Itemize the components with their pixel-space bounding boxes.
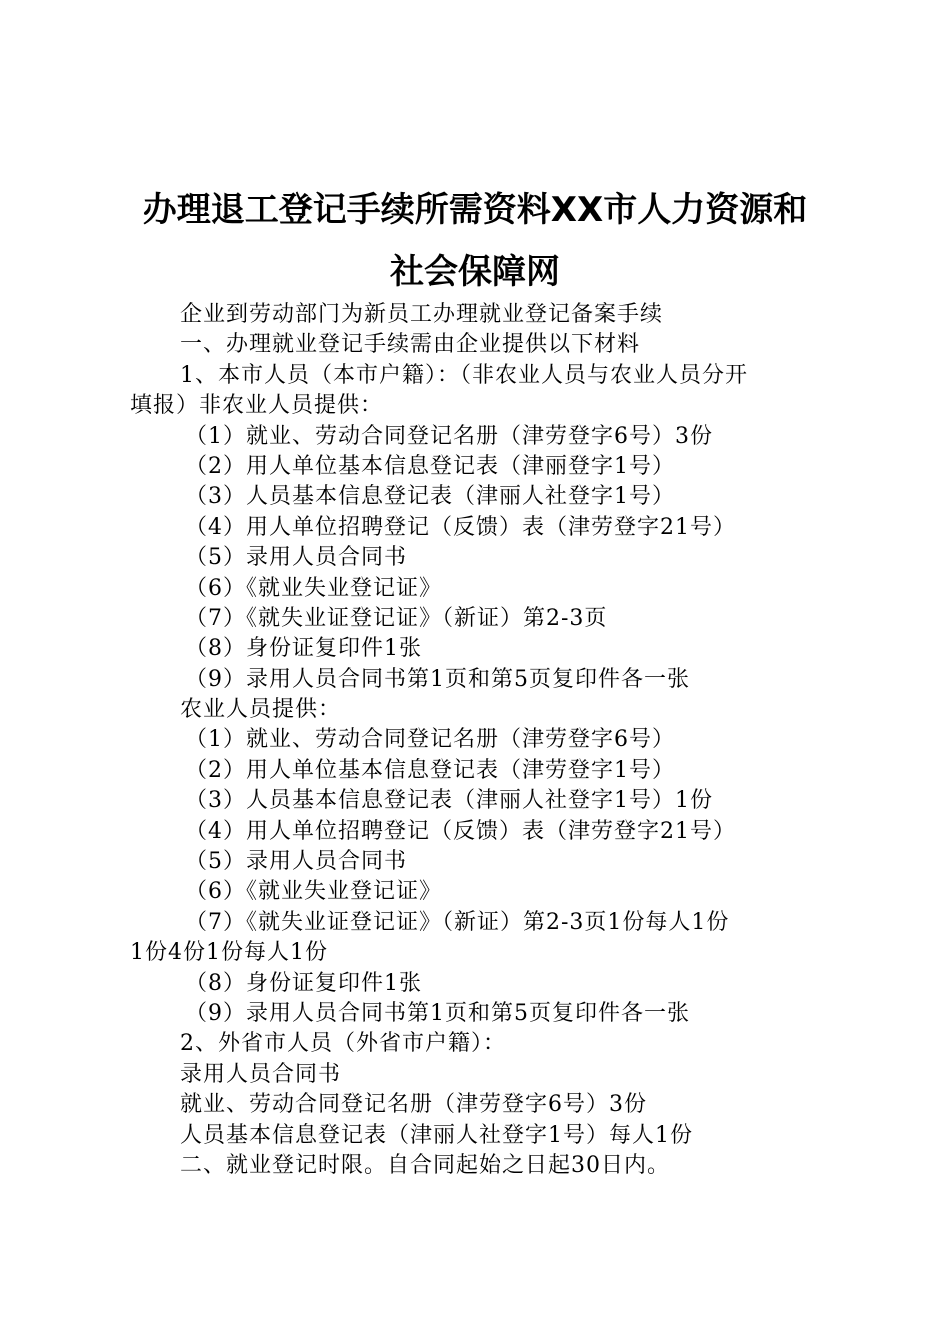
body-line: 就业、劳动合同登记名册（津劳登字6号）3份 bbox=[180, 1092, 647, 1118]
body-line: （3）人员基本信息登记表（津丽人社登字1号）1份 bbox=[185, 788, 713, 814]
body-line: （4）用人单位招聘登记（反馈）表（津劳登字21号） bbox=[185, 514, 736, 540]
body-line: （6）《就业失业登记证》 bbox=[185, 879, 442, 905]
body-line: （9）录用人员合同书第1页和第5页复印件各一张 bbox=[185, 666, 690, 692]
document-title-line-2: 社会保障网 bbox=[390, 252, 560, 292]
body-line: （4）用人单位招聘登记（反馈）表（津劳登字21号） bbox=[185, 818, 736, 844]
body-line: 企业到劳动部门为新员工办理就业登记备案手续 bbox=[180, 302, 664, 327]
body-line: 人员基本信息登记表（津丽人社登字1号）每人1份 bbox=[180, 1122, 693, 1148]
body-line: 填报）非农业人员提供： bbox=[130, 393, 384, 419]
body-line: （2）用人单位基本信息登记表（津劳登字1号） bbox=[185, 757, 675, 783]
body-line: 农业人员提供： bbox=[180, 697, 342, 723]
body-line: （9）录用人员合同书第1页和第5页复印件各一张 bbox=[185, 1000, 690, 1026]
body-line: 1份4份1份每人1份 bbox=[130, 940, 328, 966]
body-line: （7）《就失业证登记证》（新证）第2-3页 bbox=[185, 605, 608, 631]
body-line: 录用人员合同书 bbox=[180, 1061, 342, 1087]
body-line: 二、就业登记时限。自合同起始之日起30日内。 bbox=[180, 1152, 670, 1178]
body-line: （3）人员基本信息登记表（津丽人社登字1号） bbox=[185, 484, 675, 510]
document-title-line-1: 办理退工登记手续所需资料XX市人力资源和 bbox=[142, 190, 808, 230]
body-line: 一、办理就业登记手续需由企业提供以下材料 bbox=[180, 332, 641, 358]
body-line: （1）就业、劳动合同登记名册（津劳登字6号）3份 bbox=[185, 423, 713, 449]
body-line: 1、本市人员（本市户籍）：（非农业人员与农业人员分开 bbox=[180, 362, 748, 388]
body-line: （6）《就业失业登记证》 bbox=[185, 575, 442, 601]
document-body bbox=[130, 300, 835, 1181]
body-line: （8）身份证复印件1张 bbox=[185, 970, 422, 996]
body-line: 2、外省市人员（外省市户籍）： bbox=[180, 1031, 506, 1057]
body-line: （7）《就失业证登记证》（新证）第2-3页1份每人1份 bbox=[185, 909, 730, 935]
body-line: （5）录用人员合同书 bbox=[185, 545, 407, 571]
body-line: （8）身份证复印件1张 bbox=[185, 636, 422, 662]
body-line: （2）用人单位基本信息登记表（津丽登字1号） bbox=[185, 453, 675, 479]
body-line: （5）录用人员合同书 bbox=[185, 849, 407, 875]
body-line: （1）就业、劳动合同登记名册（津劳登字6号） bbox=[185, 727, 675, 753]
